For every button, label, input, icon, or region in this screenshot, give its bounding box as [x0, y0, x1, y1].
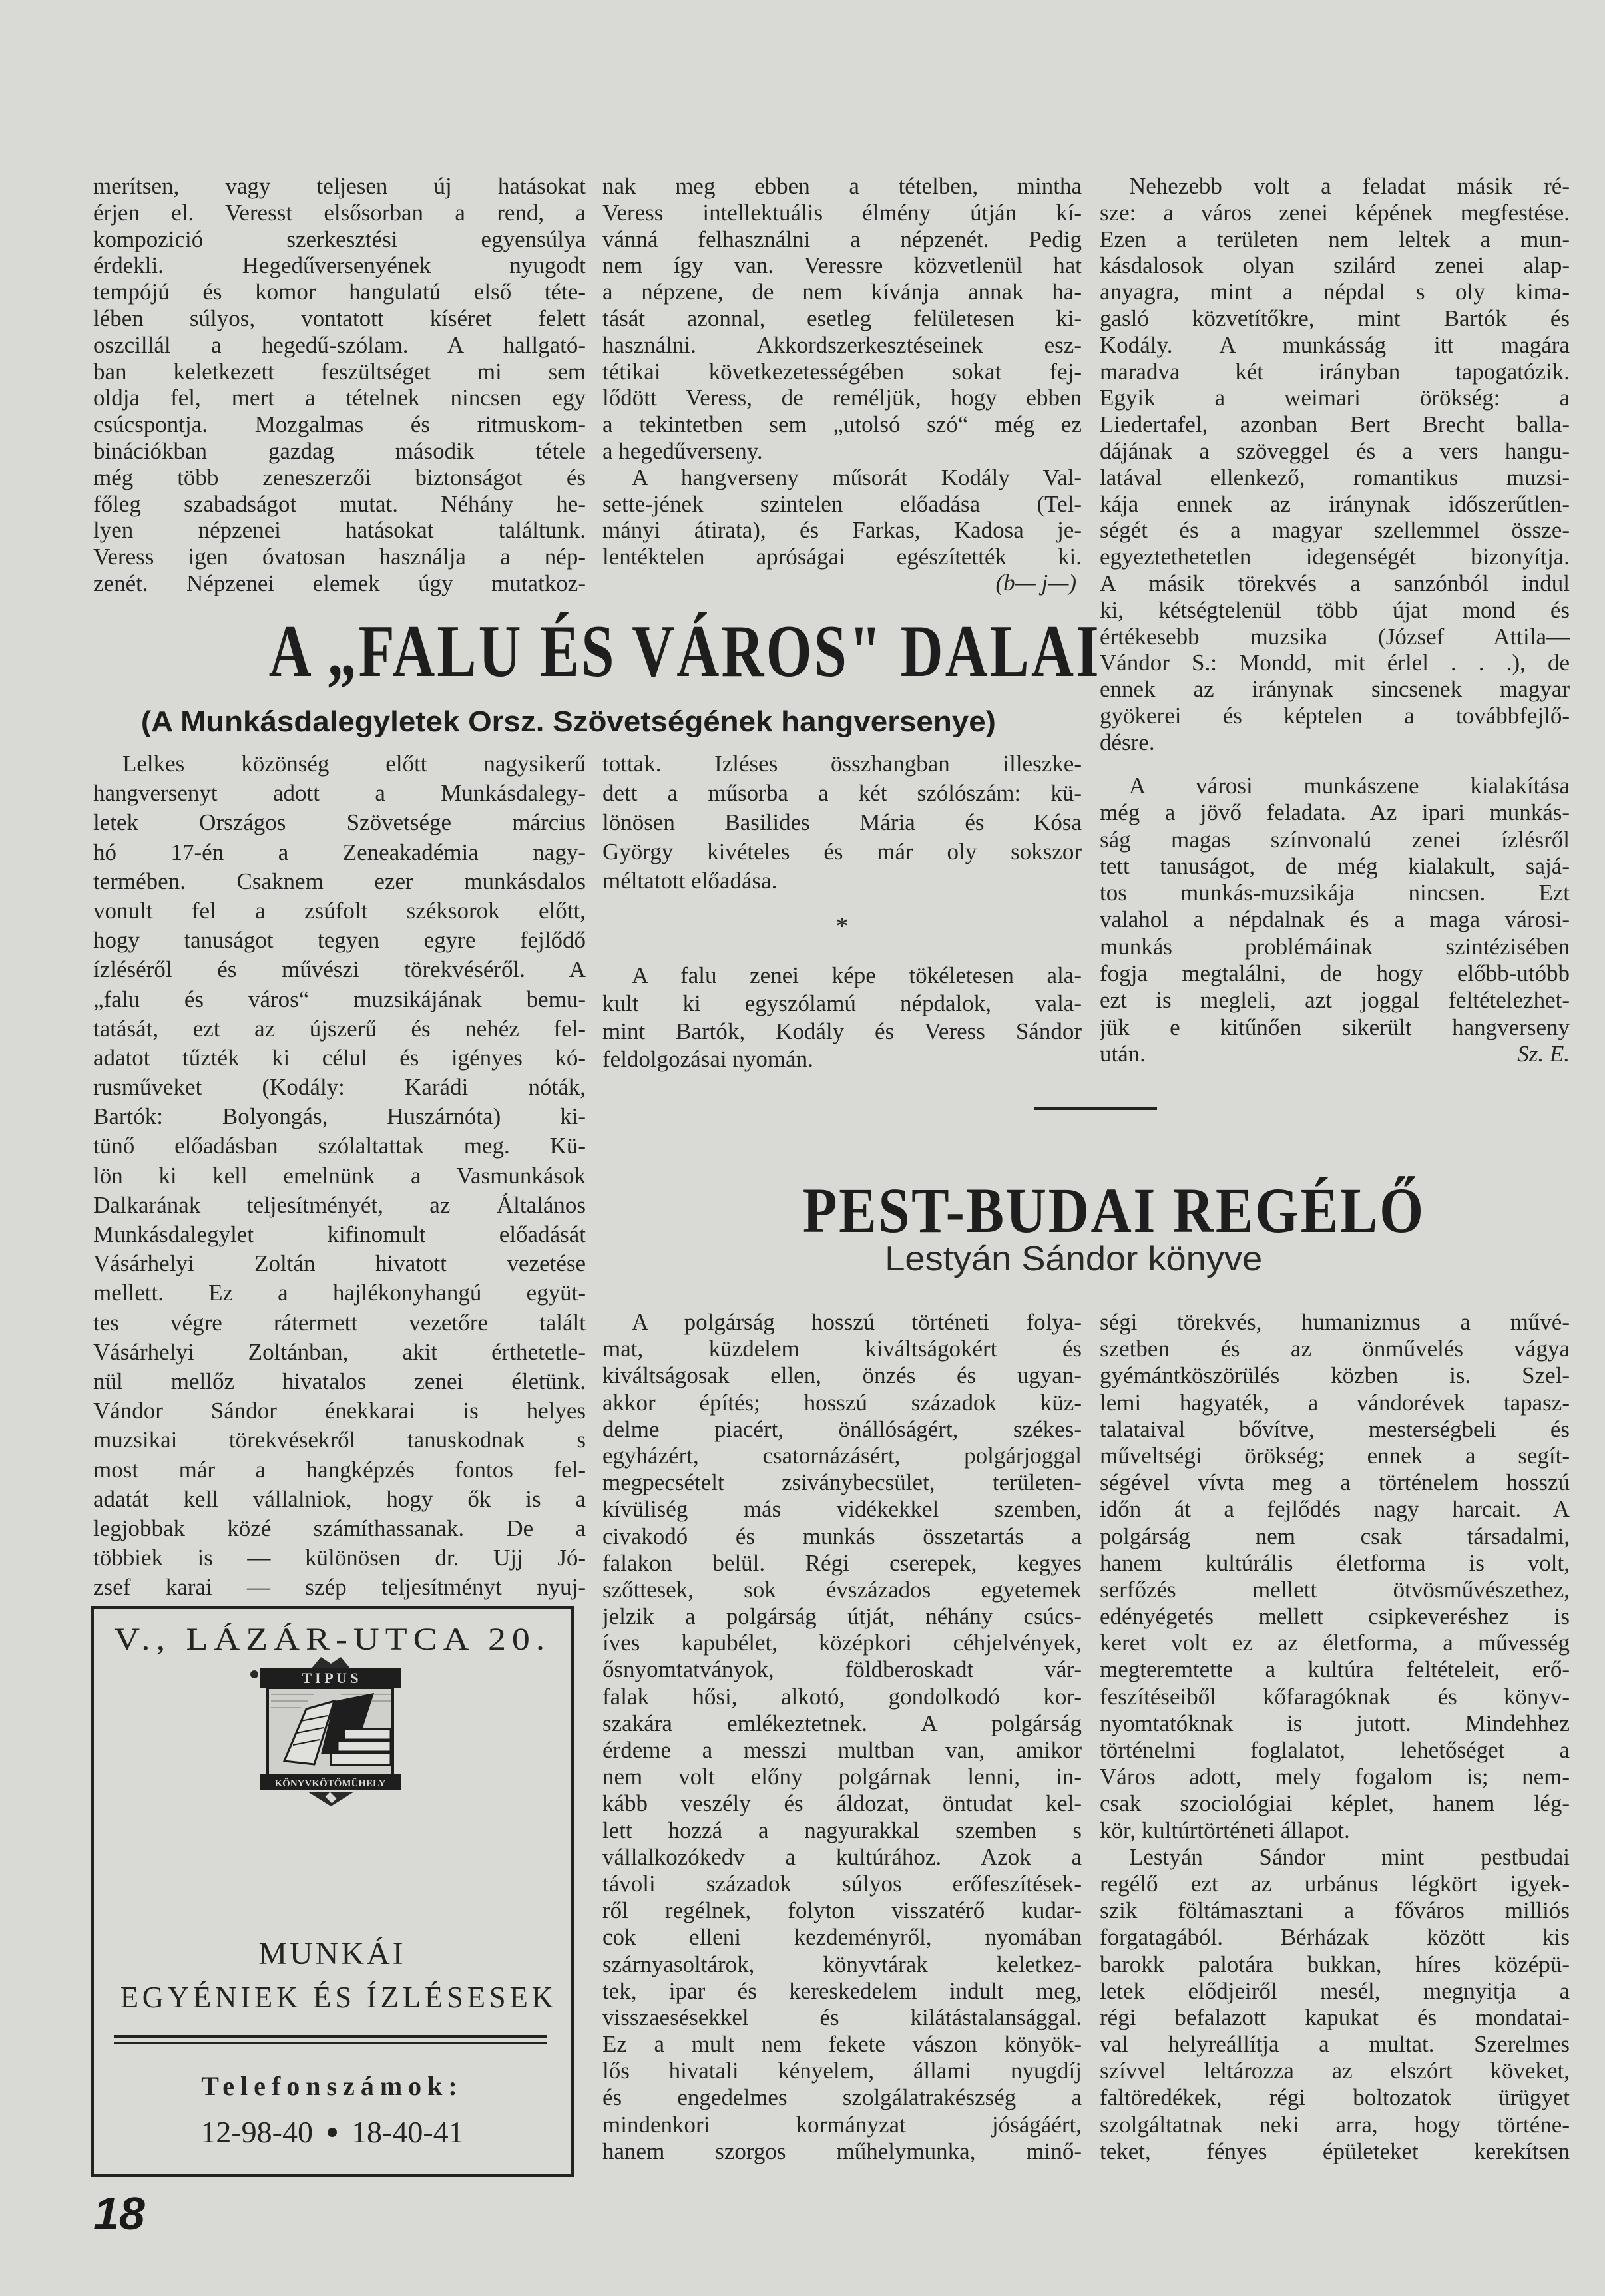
- text-line: időn át a fejlődés nagy harcait. A: [1100, 1496, 1570, 1523]
- text-line: hangversenyt adott a Munkásdalegy-: [93, 780, 586, 807]
- text-line: szik föltámasztani a főváros milliós: [1100, 1897, 1570, 1924]
- text-line: tek, ipar és kereskedelem indult meg,: [602, 1977, 1082, 2004]
- ad-double-rule-bottom: [114, 2042, 547, 2044]
- text-line: delme piacért, önállóságért, székes-: [602, 1416, 1082, 1442]
- text-line: szakára emlékeztetnek. A polgárság: [602, 1710, 1082, 1736]
- text-line: érjen el. Veresst elsősorban a rend, a: [93, 199, 586, 226]
- text-line: Munkásdalegylet kifinomult előadását: [93, 1221, 586, 1247]
- text-line: muzsikai törekvésekről tanuskodnak s: [93, 1427, 586, 1453]
- text-line: főleg szabadságot mutat. Néhány he-: [93, 490, 586, 517]
- text-line: lön ki kell emelnünk a Vasmunkások: [93, 1162, 586, 1189]
- text-line: sette-jének szintelen előadása (Tel-: [602, 490, 1082, 517]
- text-line: mindenkori kormányzat jóságáért,: [602, 2111, 1082, 2138]
- text-line: oszcillál a hegedű-szólam. A hallgató-: [93, 331, 586, 358]
- text-line: A falu zenei képe tökéletesen ala-: [632, 962, 1082, 988]
- tipus-bookbinder-logo: [234, 1654, 427, 1808]
- text-line: ban keletkezett feszültséget mi sem: [93, 358, 586, 385]
- text-line: lentéktelen apróságai egészítették ki.: [602, 544, 1082, 570]
- falu-article-column-3-top: [1100, 173, 1570, 756]
- text-line: hó 17-én a Zeneakadémia nagy-: [93, 839, 586, 865]
- text-line: távoli századok súlyos erőfeszítések-: [602, 1870, 1082, 1897]
- falu-article-headline: [158, 610, 1101, 693]
- text-line: polgárság nem csak társadalmi,: [1100, 1523, 1570, 1549]
- text-line: Nehezebb volt a feladat másik ré-: [1129, 173, 1570, 199]
- text-line: kája ennek az iránynak időszerűtlen-: [1100, 490, 1570, 517]
- text-line: tétikai következetességében sokat fej-: [602, 358, 1082, 385]
- veress-review-column-1: [93, 173, 586, 597]
- phone-number: 12-98-40: [200, 2115, 313, 2149]
- text-line: értékesebb muzsika (József Attila—: [1100, 623, 1570, 650]
- logo-top-text: T I P U S: [302, 1670, 359, 1686]
- text-line: íves kapubélet, középkori céhjelvények,: [602, 1630, 1082, 1656]
- address-text: V., LÁZÁR-UTCA 20.: [114, 1622, 551, 1657]
- text-line: Ezen a területen nem leltek a mun-: [1100, 226, 1570, 252]
- text-line: kompozició szerkesztési egyensúlya: [93, 226, 586, 252]
- text-line: feszítéseiből kőfaragóknak és könyv-: [1100, 1683, 1570, 1710]
- text-line: civakodó és munkás összetartás a: [602, 1523, 1082, 1549]
- text-line: hogy tanuságot tegyen egyre fejlődő: [93, 927, 586, 954]
- text-line: lett hozzá a nagyurakkal szemben s: [602, 1817, 1082, 1843]
- phone-number: 18-40-41: [351, 2115, 464, 2149]
- text-line: fogja megtalálni, de hogy előbb-utóbb: [1100, 960, 1570, 987]
- bullet-separator-icon: [328, 2128, 337, 2137]
- text-line: gyökerei és képtelen a továbbfejlő-: [1100, 702, 1570, 729]
- text-line: A másik törekvés a sanzónból indul: [1100, 570, 1570, 596]
- veress-review-signature: (b— j—): [995, 570, 1076, 596]
- text-line: ság magas színvonalú zenei ízlésről: [1100, 826, 1570, 853]
- falu-article-column-3-conclusion: [1100, 773, 1570, 1067]
- falu-article-signature: Sz. E.: [1517, 1041, 1570, 1067]
- text-line: zsef karai — szép teljesítményt nyuj-: [93, 1574, 586, 1601]
- regelo-column-3: [1100, 1309, 1570, 2165]
- text-line: cok elleni kezdeményről, nyomában: [602, 1924, 1082, 1951]
- text-line: latával ellenkező, romantikus muzsi-: [1100, 464, 1570, 490]
- text-line: vánná felhasználni a népzenét. Pedig: [602, 226, 1082, 252]
- text-line: lemi hagyaték, a vándorévek tapasz-: [1100, 1389, 1570, 1416]
- text-line: Lelkes közönség előtt nagysikerű: [122, 751, 586, 777]
- text-line: letek Országos Szövetsége március: [93, 809, 586, 836]
- text-line: tását azonnal, esetleg felületesen ki-: [602, 305, 1082, 331]
- text-line: dájának a szöveggel és a vers hangu-: [1100, 437, 1570, 464]
- text-line: szolgáltatnak neki arra, hogy történe-: [1100, 2111, 1570, 2138]
- text-line: jük e kitűnően sikerült hangverseny: [1100, 1014, 1570, 1040]
- text-line: a hegedűverseny.: [602, 437, 763, 464]
- text-line: szőttesek, sok évszázados egyetemek: [602, 1576, 1082, 1603]
- text-line: Bartók: Bolyongás, Huszárnóta) ki-: [93, 1103, 586, 1130]
- text-line: zenét. Népzenei elemek úgy mutatkoz-: [93, 570, 586, 596]
- text-line: régi befalazott kapukat és mondatai-: [1100, 2004, 1570, 2030]
- text-line: ennek az iránynak sincsenek magyar: [1100, 676, 1570, 703]
- section-divider-rule: [1034, 1107, 1157, 1110]
- text-line: adatát kell vállalniok, hogy ők is a: [93, 1485, 586, 1512]
- text-line: többiek is — különösen dr. Ujj Jó-: [93, 1545, 586, 1571]
- text-line: tünő előadásban szólaltattak meg. Kü-: [93, 1133, 586, 1159]
- text-line: barokk palotára bukkan, híres középü-: [1100, 1951, 1570, 1977]
- text-line: ségi törekvés, humanizmus a művé-: [1100, 1309, 1570, 1335]
- text-line: A polgárság hosszú történeti folya-: [632, 1309, 1082, 1335]
- headline-text: PEST-BUDAI REGÉLŐ: [802, 1175, 1425, 1246]
- text-line: Vándor Sándor énekkarai is helyes: [93, 1398, 586, 1424]
- text-line: ezt is megleli, azt joggal feltételezhet-: [1100, 987, 1570, 1014]
- text-line: ről regélnek, folyton visszatérő kudar-: [602, 1897, 1082, 1924]
- text-line: Város adott, mely fogalom is; nem-: [1100, 1764, 1570, 1790]
- text-line: gyémántköszörülés közben is. Szel-: [1100, 1362, 1570, 1389]
- text-line: lős hivatali kényelem, állami nyugdíj: [602, 2058, 1082, 2084]
- falu-article-column-2: [602, 749, 1082, 896]
- text-line: tes végre rátermett vezetőre talált: [93, 1309, 586, 1336]
- text-line: méltatott előadása.: [602, 868, 778, 894]
- text-line: ki, kétségtelenül több újat mond és: [1100, 596, 1570, 623]
- text-line: csúcspontja. Mozgalmas és ritmuskom-: [93, 411, 586, 438]
- text-line: kör, kultúrtörténeti állapot.: [1100, 1817, 1350, 1843]
- text-line: adatot tűzték ki célul és igényes kó-: [93, 1044, 586, 1071]
- text-line: feldolgozásai nyomán.: [602, 1046, 813, 1072]
- text-line: edényégetés mellett csipkeveréshez is: [1100, 1603, 1570, 1630]
- text-line: Ez a mult nem fekete vászon könyök-: [602, 2031, 1082, 2058]
- text-line: kásdalosok olyan szilárd zenei alap-: [1100, 252, 1570, 279]
- text-line: Dalkarának teljesítményét, az Általános: [93, 1191, 586, 1218]
- text-line: műveltségi örökség; ennek a segít-: [1100, 1442, 1570, 1469]
- text-line: történelmi foglalatot, lehetőséget a: [1100, 1737, 1570, 1763]
- text-line: tottak. Izléses összhangban illeszke-: [602, 751, 1082, 777]
- text-line: dett a műsorba a két szólószám: kü-: [602, 780, 1082, 806]
- text-line: mat, küzdelem kiváltságokért és: [602, 1336, 1082, 1362]
- text-line: serfőzés mellett ötvösművészethez,: [1100, 1576, 1570, 1603]
- text-line: visszaesésekkel és kilátástalansággal.: [602, 2004, 1082, 2030]
- regelo-subheadline: [885, 1239, 1262, 1279]
- text-line: A hangverseny műsorát Kodály Val-: [632, 464, 1082, 490]
- text-line: valahol a népdalnak és a maga városi-: [1100, 906, 1570, 933]
- text-line: legjobbak közé számíthassanak. De a: [93, 1515, 586, 1541]
- text-line: teket, fényes épületeket kerekítsen: [1100, 2138, 1570, 2164]
- text-line: lében súlyos, vontatott kíséret felett: [93, 305, 586, 331]
- text-line: Liedertafel, azonban Bert Brecht balla-: [1100, 411, 1570, 438]
- text-line: forgatagából. Bérházak között kis: [1100, 1924, 1570, 1951]
- text-line: megteremtette a kultúra feltételeit, erő-: [1100, 1656, 1570, 1683]
- text-line: tempójú és komor hangulatú első téte-: [93, 279, 586, 305]
- text-line: használni. Akkordszerkesztéseinek esz-: [602, 331, 1082, 358]
- text-line: egyházért, csatornázásért, polgárjoggal: [602, 1442, 1082, 1469]
- text-line: gasló közvetítőkre, mint Bartók és: [1100, 305, 1570, 331]
- text-line: tett tanuságot, de még kialakult, sajá-: [1100, 853, 1570, 879]
- text-line: faltöredékek, régi boltozatok ürügyet: [1100, 2084, 1570, 2111]
- text-line: lyen népzenei hatásokat találtunk.: [93, 517, 586, 544]
- ad-double-rule-top: [114, 2035, 547, 2038]
- ad-line-1: MUNKÁI: [258, 1936, 406, 1971]
- text-line: ségét és a magyar szellemmel össze-: [1100, 517, 1570, 544]
- text-line: désre.: [1100, 729, 1155, 755]
- text-line: szárnyasoltárok, könyvtárak keletkez-: [602, 1951, 1082, 1977]
- veress-review-column-2: [602, 173, 1082, 570]
- ad-phone-label: [114, 2070, 551, 2103]
- text-line: anyagra, mint a népdal s oly kima-: [1100, 279, 1570, 305]
- text-line: regélő ezt az urbánus légkört igyek-: [1100, 1870, 1570, 1897]
- text-line: még a jövő feladata. Az ipari munkás-: [1100, 799, 1570, 826]
- ad-line-works: [114, 1935, 551, 1973]
- text-line: Lestyán Sándor mint pestbudai: [1129, 1843, 1570, 1870]
- text-line: nül mellőz hivatalos zenei életünk.: [93, 1368, 586, 1394]
- text-line: letek elődjeiről mesél, megnyitja a: [1100, 1977, 1570, 2004]
- text-line: Veress intellektuális élmény útján kí-: [602, 199, 1082, 226]
- text-line: lődött Veress, de reméljük, hogy ebben: [602, 385, 1082, 411]
- text-line: mányi átirata), és Farkas, Kadosa je-: [602, 517, 1082, 544]
- text-line: a népzene, de nem kívánja annak ha-: [602, 279, 1082, 305]
- regelo-headline: [762, 1175, 1425, 1246]
- text-line: csak szociológiai képlet, hanem lég-: [1100, 1790, 1570, 1817]
- text-line: megpecsételt zsiványbecsület, területen-: [602, 1469, 1082, 1496]
- text-line: mint Bartók, Kodály és Veress Sándor: [602, 1018, 1082, 1044]
- text-line: szívvel leltározza az elszórt köveket,: [1100, 2058, 1570, 2084]
- text-line: termében. Csaknem ezer munkásdalos: [93, 868, 586, 894]
- headline-text: A „FALU ÉS VÁROS" DALAI: [268, 610, 1101, 693]
- text-line: ségével vívta meg a történelem hosszú: [1100, 1469, 1570, 1496]
- text-line: nem így van. Veressre közvetlenül hat: [602, 252, 1082, 279]
- text-line: merítsen, vagy teljesen új hatásokat: [93, 173, 586, 199]
- text-line: vonult fel a zsúfolt széksorok előtt,: [93, 897, 586, 924]
- text-line: szetben és az önművelés vágya: [1100, 1336, 1570, 1362]
- text-line: rusműveket (Kodály: Karádi nóták,: [93, 1074, 586, 1101]
- text-line: val helyreállítja a multat. Szerelmes: [1100, 2031, 1570, 2058]
- text-line: mellett. Ez a hajlékonyhangú együt-: [93, 1280, 586, 1306]
- text-line: jelzik a polgárság útját, néhány csúcs-: [602, 1603, 1082, 1630]
- text-line: érdeme a messzi multban van, amikor: [602, 1737, 1082, 1763]
- text-line: kiváltságosak ellen, önzés és ugyan-: [602, 1362, 1082, 1389]
- regelo-column-2: [602, 1309, 1082, 2165]
- text-line: Veress igen óvatosan használja a nép-: [93, 544, 586, 570]
- text-line: és engedelmes szolgálatrakészség a: [602, 2084, 1082, 2111]
- text-line: tos munkás-muzsikája nincsen. Ezt: [1100, 880, 1570, 906]
- text-line: munkás problémáinak szintézisében: [1100, 933, 1570, 960]
- text-line: ízléséről és művészi törekvéséről. A: [93, 956, 586, 983]
- text-line: Egyik a weimari örökség: a: [1100, 385, 1570, 411]
- text-line: akkor építés; hosszú századok küz-: [602, 1389, 1082, 1416]
- text-line: A városi munkászene kialakítása: [1129, 773, 1570, 799]
- text-line: keret volt ez az életforma, a művesség: [1100, 1630, 1570, 1656]
- text-line: falakon belül. Régi cserepek, kegyes: [602, 1549, 1082, 1576]
- section-separator-asterisk: *: [835, 912, 849, 940]
- text-line: binációkban gazdag második tétele: [93, 437, 586, 464]
- falu-article-subheadline: [141, 703, 996, 741]
- text-line: Vándor S.: Mondd, mit érlel . . .), de: [1100, 650, 1570, 676]
- ad-address: [114, 1621, 551, 1658]
- text-line: érdekli. Hegedűversenyének nyugodt: [93, 252, 586, 279]
- subheadline-text: Lestyán Sándor könyve: [885, 1240, 1262, 1278]
- text-line: a tekintetben sem „utolsó szó“ még ez: [602, 411, 1082, 438]
- text-line: lönösen Basilides Mária és Kósa: [602, 809, 1082, 835]
- text-line: kívüliség más vidékekkel szemben,: [602, 1496, 1082, 1523]
- phone-label-text: Telefonszámok:: [201, 2071, 463, 2101]
- text-line: nem volt előny polgárnak lenni, in-: [602, 1764, 1082, 1790]
- text-line: után.: [1100, 1040, 1146, 1067]
- text-line: tatását, ezt az újszerű és nehéz fel-: [93, 1015, 586, 1042]
- text-line: nak meg ebben a tételben, mintha: [602, 173, 1082, 199]
- text-line: Vásárhelyi Zoltán hivatott vezetése: [93, 1250, 586, 1277]
- text-line: talataival bővítve, mesterségbeli és: [1100, 1416, 1570, 1442]
- ad-line-2: EGYÉNIEK ÉS ÍZLÉSESEK: [120, 1980, 557, 2014]
- subheadline-text: (A Munkásdalegyletek Orsz. Szövetségének hangversenye): [141, 705, 996, 738]
- text-line: kább veszély és áldozat, öntudat kel-: [602, 1790, 1082, 1817]
- falu-article-column-1: [93, 749, 586, 1602]
- text-line: vállalkozókedv a kultúrához. Azok a: [602, 1843, 1082, 1870]
- ad-line-individual-tasteful: [114, 1979, 557, 2016]
- logo-bottom-text: KÖNYVKÖTŐMŰHELY: [274, 1778, 386, 1789]
- text-line: ősnyomtatványok, földberoskadt vár-: [602, 1656, 1082, 1683]
- text-line: hanem kultúrális életforma is volt,: [1100, 1549, 1570, 1576]
- page-number: 18: [93, 2188, 145, 2239]
- ad-phone-numbers: [114, 2114, 551, 2151]
- text-line: hanem szorgos műhelymunka, minő-: [602, 2138, 1082, 2164]
- text-line: most már a hangképzés fontos fel-: [93, 1456, 586, 1483]
- text-line: falak hősi, alkotó, gondolkodó kor-: [602, 1683, 1082, 1710]
- text-line: egyeztethetetlen idegenségét bizonyítja.: [1100, 544, 1570, 570]
- falu-article-column-2-village: [602, 962, 1082, 1073]
- text-line: oldja fel, mert a tételnek nincsen egy: [93, 385, 586, 411]
- text-line: nyomtatóknak is jutott. Mindehhez: [1100, 1710, 1570, 1736]
- text-line: kult ki egyszólamú népdalok, vala-: [602, 990, 1082, 1016]
- text-line: még több zeneszerzői biztonságot és: [93, 464, 586, 490]
- text-line: György kivételes és már oly sokszor: [602, 839, 1082, 864]
- text-line: „falu és város“ muzsikájának bemu-: [93, 986, 586, 1012]
- text-line: Vásárhelyi Zoltánban, akit érthetetle-: [93, 1338, 586, 1365]
- text-line: Kodály. A munkásság itt magára: [1100, 331, 1570, 358]
- text-line: maradva két irányban tapogatózik.: [1100, 358, 1570, 385]
- bookbinder-advertisement: [91, 1606, 574, 2177]
- text-line: sze: a város zenei képének megfestése.: [1100, 199, 1570, 226]
